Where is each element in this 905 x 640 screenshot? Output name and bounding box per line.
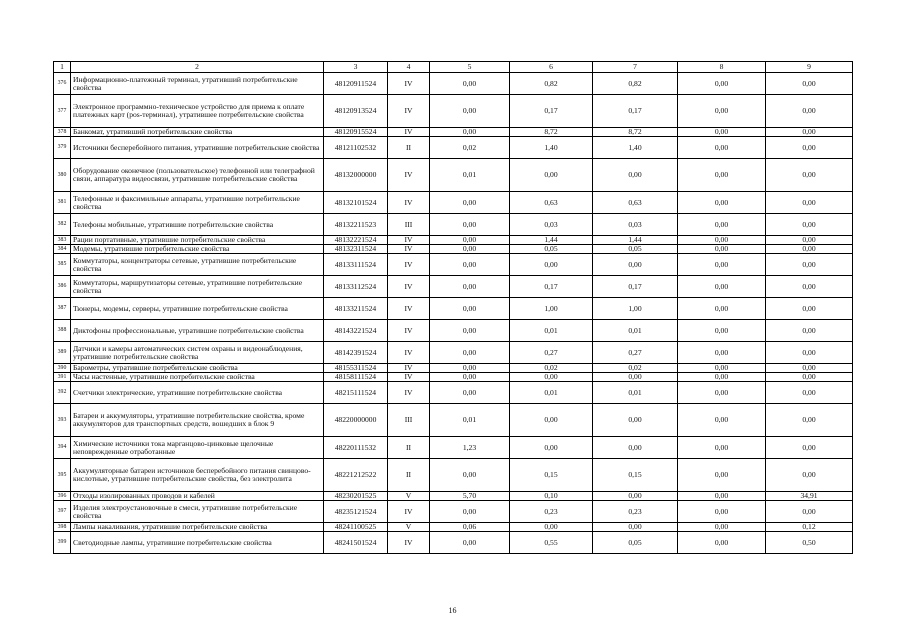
value-col-8: 0,00 xyxy=(678,276,766,298)
value-col-6: 0,00 xyxy=(510,373,593,382)
row-number: 392 xyxy=(54,382,71,404)
fkko-code: 48241501524 xyxy=(324,532,388,554)
row-number: 381 xyxy=(54,192,71,214)
value-col-9: 0,00 xyxy=(766,128,853,137)
row-number: 384 xyxy=(54,245,71,254)
waste-name: Источники бесперебойного питания, утратившие потребительские свойства xyxy=(71,137,324,159)
waste-name: Оборудование оконечное (пользовательское) телефонной или телеграфной связи, аппаратура видеосвязи, утратившие потребительские свойства xyxy=(71,159,324,192)
value-col-6: 0,00 xyxy=(510,437,593,459)
hazard-class: IV xyxy=(388,73,430,95)
value-col-7: 0,03 xyxy=(593,214,678,236)
value-col-6: 0,01 xyxy=(510,382,593,404)
hazard-class: III xyxy=(388,214,430,236)
value-col-5: 0,00 xyxy=(430,532,510,554)
value-col-9: 0,00 xyxy=(766,73,853,95)
value-col-5: 0,00 xyxy=(430,245,510,254)
row-number: 387 xyxy=(54,298,71,320)
value-col-7: 1,00 xyxy=(593,298,678,320)
value-col-9: 0,00 xyxy=(766,236,853,245)
waste-name: Банкомат, утративший потребительские свойства xyxy=(71,128,324,137)
value-col-7: 0,05 xyxy=(593,532,678,554)
waste-name: Изделия электроустановочные в смеси, утратившие потребительские свойства xyxy=(71,501,324,523)
hazard-class: IV xyxy=(388,128,430,137)
value-col-6: 0,63 xyxy=(510,192,593,214)
value-col-9: 0,50 xyxy=(766,532,853,554)
value-col-8: 0,00 xyxy=(678,532,766,554)
column-header-7: 7 xyxy=(593,62,678,73)
row-number: 382 xyxy=(54,214,71,236)
hazard-class: IV xyxy=(388,532,430,554)
table-header xyxy=(54,62,853,73)
value-col-6: 0,17 xyxy=(510,95,593,128)
row-number: 388 xyxy=(54,320,71,342)
value-col-7: 1,44 xyxy=(593,236,678,245)
fkko-code: 48133211524 xyxy=(324,298,388,320)
value-col-6: 0,27 xyxy=(510,342,593,364)
table-row xyxy=(54,532,853,554)
value-col-5: 0,00 xyxy=(430,128,510,137)
value-col-5: 0,00 xyxy=(430,95,510,128)
value-col-8: 0,00 xyxy=(678,382,766,404)
value-col-7: 1,40 xyxy=(593,137,678,159)
value-col-5: 0,00 xyxy=(430,364,510,373)
value-col-8: 0,00 xyxy=(678,437,766,459)
value-col-5: 0,06 xyxy=(430,523,510,532)
value-col-9: 0,00 xyxy=(766,404,853,437)
value-col-7: 0,27 xyxy=(593,342,678,364)
value-col-9: 0,00 xyxy=(766,320,853,342)
value-col-9: 0,00 xyxy=(766,254,853,276)
row-number: 391 xyxy=(54,373,71,382)
waste-name: Тюнеры, модемы, серверы, утратившие потребительские свойства xyxy=(71,298,324,320)
value-col-6: 0,10 xyxy=(510,492,593,501)
hazard-class: V xyxy=(388,523,430,532)
waste-table xyxy=(53,61,853,554)
row-number: 393 xyxy=(54,404,71,437)
value-col-7: 0,00 xyxy=(593,159,678,192)
value-col-9: 0,00 xyxy=(766,245,853,254)
table-row xyxy=(54,254,853,276)
column-header-8: 8 xyxy=(678,62,766,73)
value-col-8: 0,00 xyxy=(678,254,766,276)
value-col-7: 8,72 xyxy=(593,128,678,137)
row-number: 390 xyxy=(54,364,71,373)
waste-name: Датчики и камеры автоматических систем охраны и видеонаблюдения, утратившие потребительские свойства xyxy=(71,342,324,364)
value-col-7: 0,00 xyxy=(593,523,678,532)
value-col-7: 0,17 xyxy=(593,95,678,128)
value-col-6: 0,00 xyxy=(510,159,593,192)
value-col-9: 0,00 xyxy=(766,192,853,214)
fkko-code: 48133112524 xyxy=(324,276,388,298)
waste-name: Отходы изолированных проводов и кабелей xyxy=(71,492,324,501)
waste-name: Химические источники тока марганцово-цинковые щелочные неповрежденные отработанные xyxy=(71,437,324,459)
hazard-class: II xyxy=(388,437,430,459)
value-col-6: 1,44 xyxy=(510,236,593,245)
value-col-9: 0,00 xyxy=(766,95,853,128)
table-row xyxy=(54,95,853,128)
fkko-code: 48155311524 xyxy=(324,364,388,373)
value-col-5: 1,23 xyxy=(430,437,510,459)
hazard-class: IV xyxy=(388,95,430,128)
value-col-7: 0,00 xyxy=(593,254,678,276)
column-header-1: 1 xyxy=(54,62,71,73)
value-col-9: 0,00 xyxy=(766,342,853,364)
value-col-5: 0,01 xyxy=(430,404,510,437)
value-col-5: 0,00 xyxy=(430,382,510,404)
row-number: 386 xyxy=(54,276,71,298)
value-col-7: 0,17 xyxy=(593,276,678,298)
value-col-6: 1,00 xyxy=(510,298,593,320)
value-col-7: 0,82 xyxy=(593,73,678,95)
table-row xyxy=(54,437,853,459)
value-col-8: 0,00 xyxy=(678,298,766,320)
waste-name: Часы настенные, утратившие потребительские свойства xyxy=(71,373,324,382)
value-col-7: 0,00 xyxy=(593,404,678,437)
value-col-8: 0,00 xyxy=(678,373,766,382)
hazard-class: II xyxy=(388,137,430,159)
waste-name: Светодиодные лампы, утратившие потребительские свойства xyxy=(71,532,324,554)
hazard-class: V xyxy=(388,492,430,501)
value-col-5: 0,00 xyxy=(430,320,510,342)
hazard-class: IV xyxy=(388,276,430,298)
hazard-class: III xyxy=(388,404,430,437)
row-number: 397 xyxy=(54,501,71,523)
table-row xyxy=(54,404,853,437)
row-number: 398 xyxy=(54,523,71,532)
waste-name: Телефонные и факсимильные аппараты, утратившие потребительские свойства xyxy=(71,192,324,214)
value-col-5: 0,00 xyxy=(430,236,510,245)
table-row xyxy=(54,373,853,382)
value-col-5: 0,00 xyxy=(430,192,510,214)
value-col-7: 0,01 xyxy=(593,382,678,404)
table-row xyxy=(54,501,853,523)
fkko-code: 48230201525 xyxy=(324,492,388,501)
value-col-5: 0,00 xyxy=(430,254,510,276)
table-row xyxy=(54,276,853,298)
value-col-8: 0,00 xyxy=(678,459,766,492)
value-col-7: 0,01 xyxy=(593,320,678,342)
fkko-code: 48132221524 xyxy=(324,236,388,245)
column-header-9: 9 xyxy=(766,62,853,73)
value-col-9: 0,00 xyxy=(766,298,853,320)
fkko-code: 48142391524 xyxy=(324,342,388,364)
hazard-class: IV xyxy=(388,159,430,192)
value-col-6: 0,00 xyxy=(510,523,593,532)
value-col-8: 0,00 xyxy=(678,492,766,501)
row-number: 396 xyxy=(54,492,71,501)
value-col-8: 0,00 xyxy=(678,404,766,437)
row-number: 376 xyxy=(54,73,71,95)
value-col-7: 0,05 xyxy=(593,245,678,254)
value-col-5: 0,00 xyxy=(430,501,510,523)
hazard-class: IV xyxy=(388,298,430,320)
hazard-class: IV xyxy=(388,192,430,214)
hazard-class: IV xyxy=(388,364,430,373)
table-row xyxy=(54,137,853,159)
row-number: 394 xyxy=(54,437,71,459)
column-header-6: 6 xyxy=(510,62,593,73)
table-row xyxy=(54,73,853,95)
value-col-5: 0,00 xyxy=(430,342,510,364)
waste-name: Диктофоны профессиональные, утратившие потребительские свойства xyxy=(71,320,324,342)
waste-name: Рации портативные, утратившие потребительские свойства xyxy=(71,236,324,245)
table-row xyxy=(54,128,853,137)
hazard-class: IV xyxy=(388,245,430,254)
value-col-8: 0,00 xyxy=(678,245,766,254)
fkko-code: 48132101524 xyxy=(324,192,388,214)
value-col-5: 0,02 xyxy=(430,137,510,159)
hazard-class: IV xyxy=(388,236,430,245)
row-number: 385 xyxy=(54,254,71,276)
waste-name: Барометры, утратившие потребительские свойства xyxy=(71,364,324,373)
column-header-3: 3 xyxy=(324,62,388,73)
value-col-6: 0,03 xyxy=(510,214,593,236)
table-row xyxy=(54,298,853,320)
waste-name: Счетчики электрические, утратившие потребительские свойства xyxy=(71,382,324,404)
value-col-9: 0,00 xyxy=(766,159,853,192)
row-number: 377 xyxy=(54,95,71,128)
value-col-9: 0,00 xyxy=(766,437,853,459)
table-row xyxy=(54,159,853,192)
hazard-class: IV xyxy=(388,342,430,364)
value-col-8: 0,00 xyxy=(678,95,766,128)
hazard-class: IV xyxy=(388,373,430,382)
value-col-9: 0,00 xyxy=(766,276,853,298)
fkko-code: 48132311524 xyxy=(324,245,388,254)
column-header-2: 2 xyxy=(71,62,324,73)
value-col-5: 0,00 xyxy=(430,73,510,95)
value-col-6: 0,55 xyxy=(510,532,593,554)
waste-name: Батареи и аккумуляторы, утратившие потребительские свойства, кроме аккумуляторов для транспортных средств, вошедших в блок 9 xyxy=(71,404,324,437)
row-number: 379 xyxy=(54,137,71,159)
column-header-4: 4 xyxy=(388,62,430,73)
hazard-class: IV xyxy=(388,254,430,276)
fkko-code: 48221212522 xyxy=(324,459,388,492)
value-col-9: 34,91 xyxy=(766,492,853,501)
value-col-8: 0,00 xyxy=(678,137,766,159)
value-col-8: 0,00 xyxy=(678,364,766,373)
table-row xyxy=(54,382,853,404)
value-col-6: 0,00 xyxy=(510,254,593,276)
value-col-8: 0,00 xyxy=(678,501,766,523)
value-col-6: 0,01 xyxy=(510,320,593,342)
value-col-6: 0,15 xyxy=(510,459,593,492)
value-col-8: 0,00 xyxy=(678,342,766,364)
value-col-9: 0,00 xyxy=(766,382,853,404)
hazard-class: IV xyxy=(388,501,430,523)
value-col-9: 0,00 xyxy=(766,137,853,159)
hazard-class: IV xyxy=(388,320,430,342)
value-col-5: 0,00 xyxy=(430,298,510,320)
value-col-7: 0,23 xyxy=(593,501,678,523)
fkko-code: 48132000000 xyxy=(324,159,388,192)
fkko-code: 48241100525 xyxy=(324,523,388,532)
row-number: 399 xyxy=(54,532,71,554)
value-col-5: 0,00 xyxy=(430,276,510,298)
value-col-5: 0,00 xyxy=(430,214,510,236)
row-number: 395 xyxy=(54,459,71,492)
waste-name: Телефоны мобильные, утратившие потребительские свойства xyxy=(71,214,324,236)
value-col-8: 0,00 xyxy=(678,192,766,214)
value-col-9: 0,00 xyxy=(766,373,853,382)
fkko-code: 48220111532 xyxy=(324,437,388,459)
value-col-8: 0,00 xyxy=(678,236,766,245)
fkko-code: 48235121524 xyxy=(324,501,388,523)
value-col-9: 0,12 xyxy=(766,523,853,532)
hazard-class: IV xyxy=(388,382,430,404)
fkko-code: 48220000000 xyxy=(324,404,388,437)
waste-name: Коммутаторы, концентраторы сетевые, утратившие потребительские свойства xyxy=(71,254,324,276)
table-row xyxy=(54,214,853,236)
waste-name: Аккумуляторные батареи источников бесперебойного питания свинцово-кислотные, утратившие потребительские свойства, без электролита xyxy=(71,459,324,492)
value-col-6: 0,00 xyxy=(510,404,593,437)
table-row xyxy=(54,236,853,245)
fkko-code: 48120911524 xyxy=(324,73,388,95)
page-number: 16 xyxy=(448,606,457,615)
table-row xyxy=(54,492,853,501)
table-row xyxy=(54,192,853,214)
fkko-code: 48121102532 xyxy=(324,137,388,159)
value-col-6: 0,82 xyxy=(510,73,593,95)
value-col-9: 0,00 xyxy=(766,364,853,373)
value-col-7: 0,00 xyxy=(593,373,678,382)
value-col-9: 0,00 xyxy=(766,459,853,492)
value-col-6: 0,05 xyxy=(510,245,593,254)
table-row xyxy=(54,245,853,254)
waste-name: Информационно-платежный терминал, утративший потребительские свойства xyxy=(71,73,324,95)
fkko-code: 48120915524 xyxy=(324,128,388,137)
value-col-8: 0,00 xyxy=(678,523,766,532)
value-col-8: 0,00 xyxy=(678,128,766,137)
value-col-6: 1,40 xyxy=(510,137,593,159)
value-col-8: 0,00 xyxy=(678,320,766,342)
table-body xyxy=(54,73,853,554)
row-number: 380 xyxy=(54,159,71,192)
value-col-6: 0,23 xyxy=(510,501,593,523)
value-col-5: 0,00 xyxy=(430,459,510,492)
value-col-7: 0,02 xyxy=(593,364,678,373)
value-col-6: 0,02 xyxy=(510,364,593,373)
value-col-7: 0,00 xyxy=(593,437,678,459)
value-col-8: 0,00 xyxy=(678,214,766,236)
table-row xyxy=(54,320,853,342)
value-col-8: 0,00 xyxy=(678,73,766,95)
waste-name: Электронное программно-техническое устройство для приема к оплате платежных карт (pos-терминал), утратившее потребительские свойства xyxy=(71,95,324,128)
value-col-7: 0,00 xyxy=(593,492,678,501)
value-col-9: 0,00 xyxy=(766,214,853,236)
value-col-5: 5,70 xyxy=(430,492,510,501)
fkko-code: 48143221524 xyxy=(324,320,388,342)
row-number: 389 xyxy=(54,342,71,364)
value-col-6: 8,72 xyxy=(510,128,593,137)
waste-name: Лампы накаливания, утратившие потребительские свойства xyxy=(71,523,324,532)
value-col-9: 0,00 xyxy=(766,501,853,523)
fkko-code: 48215111524 xyxy=(324,382,388,404)
table-row xyxy=(54,523,853,532)
value-col-5: 0,01 xyxy=(430,159,510,192)
value-col-8: 0,00 xyxy=(678,159,766,192)
value-col-7: 0,63 xyxy=(593,192,678,214)
fkko-code: 48120913524 xyxy=(324,95,388,128)
fkko-code: 48158111524 xyxy=(324,373,388,382)
waste-name: Модемы, утратившие потребительские свойства xyxy=(71,245,324,254)
value-col-6: 0,17 xyxy=(510,276,593,298)
row-number: 378 xyxy=(54,128,71,137)
fkko-code: 48132211523 xyxy=(324,214,388,236)
table-row xyxy=(54,342,853,364)
column-header-5: 5 xyxy=(430,62,510,73)
value-col-7: 0,15 xyxy=(593,459,678,492)
waste-name: Коммутаторы, маршрутизаторы сетевые, утратившие потребительские свойства xyxy=(71,276,324,298)
hazard-class: II xyxy=(388,459,430,492)
table-row xyxy=(54,459,853,492)
fkko-code: 48133111524 xyxy=(324,254,388,276)
value-col-5: 0,00 xyxy=(430,373,510,382)
table-row xyxy=(54,364,853,373)
row-number: 383 xyxy=(54,236,71,245)
